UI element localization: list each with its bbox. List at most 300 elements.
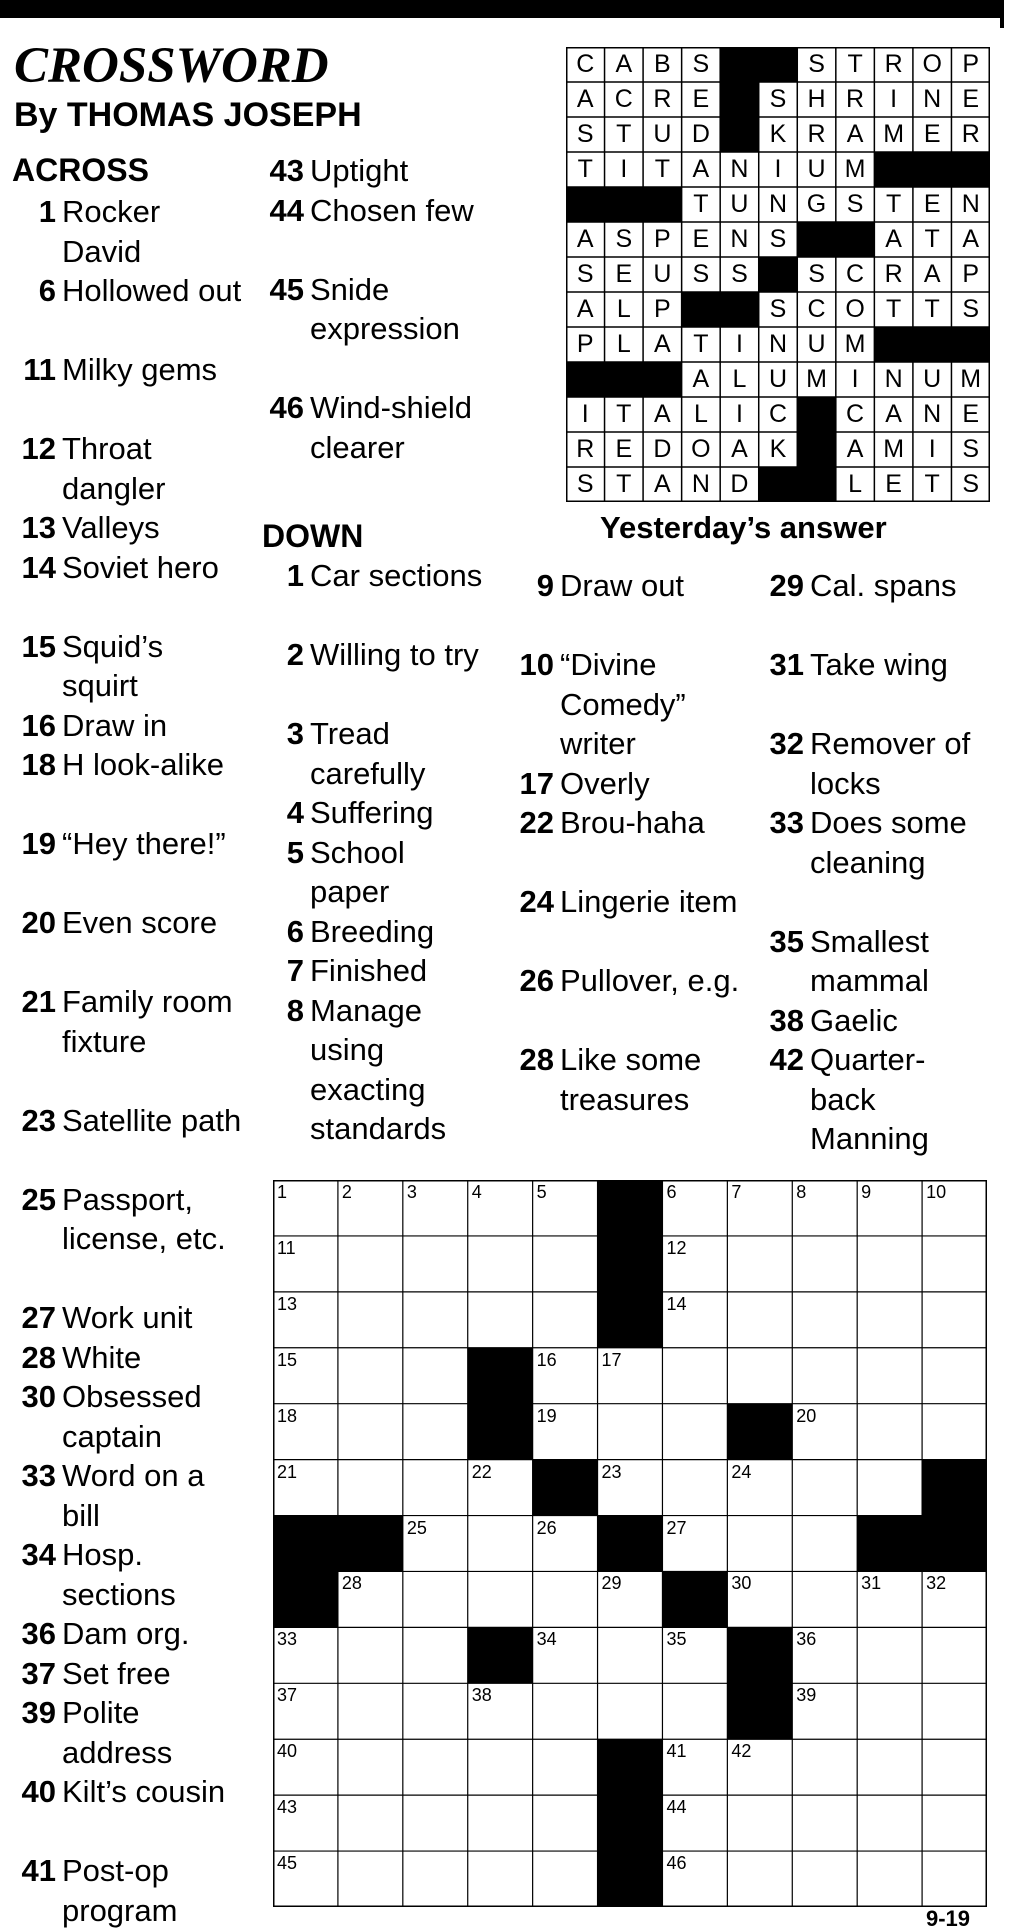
grid-cell[interactable] [273, 1348, 338, 1404]
mini-answer-cell: E [692, 85, 710, 113]
clue-number: 38 [769, 1002, 804, 1038]
mini-answer-cell: C [576, 50, 595, 78]
grid-cell[interactable] [857, 1236, 922, 1292]
grid-cell[interactable] [273, 1739, 338, 1795]
grid-cell[interactable] [468, 1236, 533, 1292]
crossword-grid[interactable] [273, 1180, 987, 1907]
grid-cell[interactable] [533, 1571, 598, 1627]
grid-cell[interactable] [857, 1739, 922, 1795]
grid-cell[interactable] [533, 1236, 598, 1292]
grid-cell[interactable] [662, 1795, 727, 1851]
grid-cell[interactable] [403, 1851, 468, 1907]
grid-cell[interactable] [857, 1348, 922, 1404]
grid-cell[interactable] [338, 1795, 403, 1851]
mini-answer-cell: A [885, 225, 902, 253]
grid-cell[interactable] [468, 1795, 533, 1851]
mini-answer-cell: D [730, 470, 749, 498]
mini-answer-cell: S [846, 190, 864, 218]
clue-across-37 [21, 1654, 242, 1694]
grid-cell[interactable] [662, 1180, 727, 1236]
mini-answer-cell: N [923, 85, 942, 113]
grid-cell[interactable] [857, 1292, 922, 1348]
clue-number: 34 [21, 1537, 56, 1572]
cell-number: 26 [536, 1517, 557, 1538]
clue-number: 29 [769, 568, 804, 603]
grid-cell[interactable] [338, 1683, 403, 1739]
black-square [598, 1516, 663, 1572]
black-square [727, 1683, 792, 1739]
grid-cell[interactable] [468, 1292, 533, 1348]
top-rule [0, 0, 1003, 18]
cell-number: 44 [666, 1797, 687, 1818]
mini-answer-cell: R [807, 120, 826, 148]
cell-number: 32 [926, 1573, 947, 1594]
clue-number: 6 [286, 913, 304, 949]
cell-number: 41 [666, 1741, 687, 1762]
clue-text: Throat dangler [62, 431, 166, 506]
mini-answer-cell: T [924, 295, 940, 323]
grid-cell[interactable] [857, 1460, 922, 1516]
grid-cell[interactable] [403, 1404, 468, 1460]
clue-across-30 [21, 1377, 242, 1456]
clue-number: 11 [23, 352, 56, 387]
grid-cell[interactable] [792, 1348, 857, 1404]
grid-cell[interactable] [662, 1292, 727, 1348]
clue-text: White [62, 1339, 142, 1375]
clue-down-5 [286, 833, 490, 912]
clue-down-31 [769, 645, 990, 685]
grid-cell[interactable] [922, 1180, 987, 1236]
grid-cell[interactable] [338, 1404, 403, 1460]
clue-number: 4 [286, 795, 304, 830]
grid-cell[interactable] [533, 1180, 598, 1236]
cell-number: 11 [277, 1237, 296, 1258]
mini-answer-cell: S [576, 120, 594, 148]
grid-cell[interactable] [792, 1292, 857, 1348]
mini-answer-cell: K [769, 435, 787, 463]
grid-cell[interactable] [922, 1571, 987, 1627]
mini-answer-cell: N [691, 470, 710, 498]
clue-text: Remover of locks [810, 726, 971, 801]
grid-cell[interactable] [273, 1236, 338, 1292]
grid-cell[interactable] [338, 1236, 403, 1292]
clue-across-45 [269, 270, 510, 349]
mini-answer-cell: P [654, 295, 671, 323]
grid-cell[interactable] [662, 1460, 727, 1516]
clue-across-27 [21, 1298, 242, 1338]
grid-cell[interactable] [922, 1795, 987, 1851]
grid-cell[interactable] [533, 1795, 598, 1851]
clue-text: Rocker David [62, 194, 161, 269]
clue-text: Dam org. [62, 1616, 190, 1651]
clue-number: 10 [519, 647, 554, 682]
grid-cell[interactable] [727, 1571, 792, 1627]
black-square [533, 1460, 598, 1516]
clue-text: “Hey there!” [62, 826, 226, 861]
cell-number: 14 [666, 1293, 687, 1314]
grid-cell[interactable] [403, 1739, 468, 1795]
grid-cell[interactable] [598, 1404, 663, 1460]
mini-answer-cell: U [653, 260, 672, 288]
grid-cell[interactable] [338, 1292, 403, 1348]
grid-cell[interactable] [662, 1739, 727, 1795]
clue-text: Set free [62, 1655, 171, 1691]
grid-cell[interactable] [922, 1236, 987, 1292]
cell-number: 18 [277, 1405, 298, 1426]
clue-text: Uptight [310, 153, 409, 188]
grid-cell[interactable] [468, 1739, 533, 1795]
clue-down-42 [769, 1040, 990, 1159]
clue-down-22 [519, 803, 740, 843]
mini-answer-cell: E [923, 190, 941, 218]
clue-text: Take wing [810, 647, 948, 682]
clue-text: Suffering [310, 795, 434, 830]
clue-down-3 [286, 714, 490, 793]
black-square [598, 1236, 663, 1292]
mini-answer-cell: L [732, 365, 747, 393]
clue-text: Pullover, e.g. [560, 963, 740, 998]
grid-cell[interactable] [598, 1460, 663, 1516]
black-square [598, 1795, 663, 1851]
grid-cell[interactable] [533, 1348, 598, 1404]
mini-answer-cell: R [884, 260, 903, 288]
grid-cell[interactable] [922, 1683, 987, 1739]
cell-number: 17 [601, 1349, 622, 1370]
clue-text: Finished [310, 953, 428, 988]
clue-number: 39 [21, 1695, 56, 1730]
grid-cell[interactable] [792, 1571, 857, 1627]
mini-answer-cell: S [576, 260, 594, 288]
mini-answer-cell: R [846, 85, 865, 113]
mini-answer-cell: C [807, 295, 826, 323]
mini-answer-cell: T [924, 470, 940, 498]
grid-cell[interactable] [662, 1348, 727, 1404]
mini-answer-cell: N [768, 330, 788, 358]
grid-cell[interactable] [792, 1851, 857, 1907]
grid-cell[interactable] [273, 1627, 338, 1683]
grid-cell[interactable] [598, 1627, 663, 1683]
clue-number: 35 [769, 923, 804, 959]
mini-answer-cell: P [654, 225, 671, 253]
grid-cell[interactable] [533, 1627, 598, 1683]
grid-cell[interactable] [792, 1180, 857, 1236]
grid-cell[interactable] [598, 1348, 663, 1404]
grid-cell[interactable] [662, 1404, 727, 1460]
grid-cell[interactable] [727, 1292, 792, 1348]
grid-cell[interactable] [857, 1404, 922, 1460]
grid-cell[interactable] [273, 1292, 338, 1348]
cell-number: 7 [731, 1182, 742, 1202]
clue-text: Tread carefully [310, 716, 426, 791]
cell-number: 15 [277, 1349, 298, 1370]
clue-number: 37 [21, 1655, 56, 1691]
clue-text: Brou-haha [560, 805, 705, 840]
grid-cell[interactable] [598, 1683, 663, 1739]
grid-cell[interactable] [533, 1851, 598, 1907]
grid-cell[interactable] [727, 1739, 792, 1795]
mini-answer-cell: T [616, 120, 632, 148]
cell-number: 12 [666, 1237, 687, 1258]
grid-cell[interactable] [727, 1180, 792, 1236]
clue-text: Snide expression [310, 271, 460, 346]
grid-cell[interactable] [403, 1516, 468, 1572]
cell-number: 6 [666, 1182, 677, 1202]
grid-cell[interactable] [727, 1795, 792, 1851]
clue-text: Even score [62, 905, 218, 940]
mini-answer-cell: S [692, 260, 710, 288]
clue-text: Chosen few [310, 192, 474, 228]
clue-number: 18 [21, 747, 56, 782]
cell-number: 34 [536, 1629, 557, 1650]
grid-cell[interactable] [662, 1683, 727, 1739]
grid-cell[interactable] [792, 1683, 857, 1739]
cell-number: 21 [277, 1461, 298, 1482]
mini-answer-cell: E [615, 260, 633, 288]
mini-answer-cell: A [846, 120, 864, 148]
cell-number: 40 [277, 1741, 298, 1762]
grid-cell[interactable] [727, 1851, 792, 1907]
mini-answer-cell: P [576, 330, 594, 358]
mini-answer-cell: T [654, 155, 670, 183]
clue-text: Manage using exacting standards [310, 992, 447, 1146]
grid-cell[interactable] [273, 1795, 338, 1851]
grid-cell[interactable] [403, 1571, 468, 1627]
clue-number: 22 [519, 805, 554, 840]
clue-number: 40 [21, 1774, 56, 1809]
black-square [598, 1180, 663, 1236]
grid-cell[interactable] [792, 1516, 857, 1572]
clue-text: Cal. spans [810, 568, 957, 603]
mini-answer-cell: C [846, 260, 865, 288]
mini-answer-cell: A [692, 155, 710, 183]
mini-answer-cell: R [576, 435, 595, 463]
clue-text: Car sections [310, 558, 483, 593]
clue-down-8 [286, 991, 490, 1149]
grid-cell[interactable] [273, 1180, 338, 1236]
grid-cell[interactable] [533, 1404, 598, 1460]
clue-across-25 [21, 1180, 242, 1259]
clue-across-12 [21, 429, 242, 508]
clue-down-35 [769, 922, 990, 1001]
grid-cell[interactable] [857, 1180, 922, 1236]
grid-cell[interactable] [792, 1236, 857, 1292]
mini-answer-cell: E [962, 400, 980, 428]
clue-text: Milky gems [62, 352, 218, 387]
grid-cell[interactable] [792, 1795, 857, 1851]
grid-cell[interactable] [533, 1683, 598, 1739]
grid-cell[interactable] [922, 1851, 987, 1907]
grid-cell[interactable] [727, 1460, 792, 1516]
grid-cell[interactable] [468, 1571, 533, 1627]
mini-answer-cell: R [884, 50, 903, 78]
clue-down-32 [769, 724, 990, 803]
grid-cell[interactable] [922, 1627, 987, 1683]
mini-answer-cell: C [846, 400, 865, 428]
mini-answer-cell: O [922, 50, 942, 78]
grid-cell[interactable] [922, 1404, 987, 1460]
mini-answer-cell: I [735, 400, 743, 428]
grid-cell[interactable] [338, 1348, 403, 1404]
grid-cell[interactable] [403, 1460, 468, 1516]
grid-cell[interactable] [403, 1627, 468, 1683]
mini-answer-cell: U [807, 155, 826, 183]
cell-number: 16 [536, 1349, 557, 1370]
clue-text: Gaelic [810, 1002, 898, 1038]
clue-text: “Divine Comedy” writer [560, 647, 686, 761]
clue-number: 33 [21, 1458, 56, 1493]
grid-cell[interactable] [792, 1739, 857, 1795]
grid-cell[interactable] [792, 1404, 857, 1460]
grid-cell[interactable] [468, 1851, 533, 1907]
mini-answer-cell: A [654, 400, 671, 428]
cell-number: 31 [861, 1573, 882, 1594]
mini-answer-cell: A [885, 400, 902, 428]
cell-number: 22 [471, 1461, 492, 1482]
mini-answer-cell: S [962, 295, 980, 323]
mini-grid-lines [566, 47, 990, 502]
clue-across-21 [21, 982, 242, 1061]
mini-answer-cell: I [581, 400, 589, 428]
cell-number: 42 [731, 1741, 752, 1762]
grid-cell[interactable] [338, 1571, 403, 1627]
mini-answer-cell: G [806, 190, 827, 218]
grid-cell[interactable] [338, 1739, 403, 1795]
grid-cell[interactable] [662, 1851, 727, 1907]
clue-number: 28 [519, 1042, 554, 1077]
grid-cell[interactable] [273, 1460, 338, 1516]
grid-cell[interactable] [922, 1348, 987, 1404]
clue-number: 28 [21, 1339, 56, 1375]
clue-text: Draw out [560, 568, 685, 603]
black-square [273, 1571, 338, 1627]
clue-across-28 [21, 1338, 242, 1378]
grid-cell[interactable] [533, 1516, 598, 1572]
mini-answer-cell: B [654, 50, 671, 78]
clue-number: 27 [21, 1300, 56, 1335]
grid-cell[interactable] [468, 1180, 533, 1236]
cell-number: 2 [341, 1182, 352, 1202]
clue-number: 16 [21, 707, 56, 743]
grid-cell[interactable] [468, 1683, 533, 1739]
cell-number: 30 [731, 1573, 752, 1594]
clue-number: 3 [286, 716, 304, 751]
clue-number: 32 [769, 726, 804, 761]
grid-cell[interactable] [403, 1236, 468, 1292]
yesterday-answer-grid [566, 47, 990, 502]
grid-cell[interactable] [533, 1739, 598, 1795]
grid-cell[interactable] [662, 1236, 727, 1292]
clue-number: 12 [21, 431, 56, 466]
black-square [857, 1516, 922, 1572]
mini-answer-cell: T [616, 400, 632, 428]
grid-cell[interactable] [662, 1627, 727, 1683]
grid-cell[interactable] [338, 1460, 403, 1516]
cell-number: 8 [796, 1182, 807, 1202]
clue-across-19 [21, 824, 242, 864]
cell-number: 39 [796, 1685, 817, 1706]
clue-number: 1 [38, 194, 56, 229]
grid-cell[interactable] [857, 1571, 922, 1627]
mini-answer-cell: N [923, 400, 942, 428]
grid-cell[interactable] [338, 1180, 403, 1236]
grid-cell[interactable] [857, 1851, 922, 1907]
mini-answer-cell: A [654, 330, 671, 358]
grid-cell[interactable] [273, 1851, 338, 1907]
cell-number: 9 [861, 1182, 872, 1202]
mini-answer-cell: K [769, 120, 787, 148]
grid-cell[interactable] [403, 1292, 468, 1348]
grid-cell[interactable] [922, 1739, 987, 1795]
mini-answer-cell: U [923, 365, 942, 393]
mini-answer-cell: I [851, 365, 859, 393]
clue-text: Hosp. sections [62, 1537, 176, 1612]
grid-cell[interactable] [468, 1460, 533, 1516]
mini-answer-cell: N [768, 190, 788, 218]
cell-number: 45 [277, 1853, 298, 1874]
mini-answer-cell: R [961, 120, 980, 148]
black-square [468, 1627, 533, 1683]
grid-cell[interactable] [857, 1795, 922, 1851]
grid-cell[interactable] [792, 1460, 857, 1516]
grid-cell[interactable] [727, 1516, 792, 1572]
clue-across-33 [21, 1456, 242, 1535]
grid-cell[interactable] [468, 1516, 533, 1572]
clue-down-9 [536, 566, 740, 606]
clue-down-4 [286, 793, 490, 833]
grid-cell[interactable] [403, 1683, 468, 1739]
black-square [338, 1516, 403, 1572]
clue-down-29 [769, 566, 990, 606]
cell-number: 24 [731, 1461, 752, 1482]
clue-number: 13 [21, 510, 56, 545]
grid-cell[interactable] [403, 1348, 468, 1404]
clue-across-11 [23, 350, 242, 390]
grid-cell[interactable] [338, 1627, 403, 1683]
grid-cell[interactable] [598, 1571, 663, 1627]
grid-cell[interactable] [273, 1683, 338, 1739]
clue-number: 43 [269, 153, 304, 188]
grid-cell[interactable] [403, 1795, 468, 1851]
clue-number: 36 [21, 1616, 56, 1651]
grid-cell[interactable] [533, 1292, 598, 1348]
mini-answer-cell: A [576, 295, 594, 323]
grid-cell[interactable] [403, 1180, 468, 1236]
clue-number: 1 [286, 558, 304, 593]
clue-down-7 [286, 951, 490, 991]
clue-down-33 [769, 803, 990, 882]
grid-cell[interactable] [727, 1236, 792, 1292]
grid-cell[interactable] [338, 1851, 403, 1907]
grid-cell[interactable] [792, 1627, 857, 1683]
clue-text: Valleys [62, 510, 160, 545]
grid-cell[interactable] [662, 1516, 727, 1572]
grid-cell[interactable] [273, 1404, 338, 1460]
clue-number: 30 [21, 1379, 56, 1414]
mini-answer-cell: I [620, 155, 628, 183]
clue-down-38 [769, 1001, 990, 1041]
mini-answer-cell: E [692, 225, 710, 253]
cell-number: 29 [601, 1573, 622, 1594]
mini-answer-cell: T [693, 190, 709, 218]
clue-number: 31 [769, 647, 804, 682]
grid-cell[interactable] [857, 1627, 922, 1683]
clue-text: Lingerie item [560, 884, 738, 919]
grid-cell[interactable] [922, 1292, 987, 1348]
grid-cell[interactable] [727, 1348, 792, 1404]
grid-cell[interactable] [857, 1683, 922, 1739]
mini-answer-cell: T [885, 295, 902, 323]
mini-answer-cell: M [883, 435, 905, 463]
